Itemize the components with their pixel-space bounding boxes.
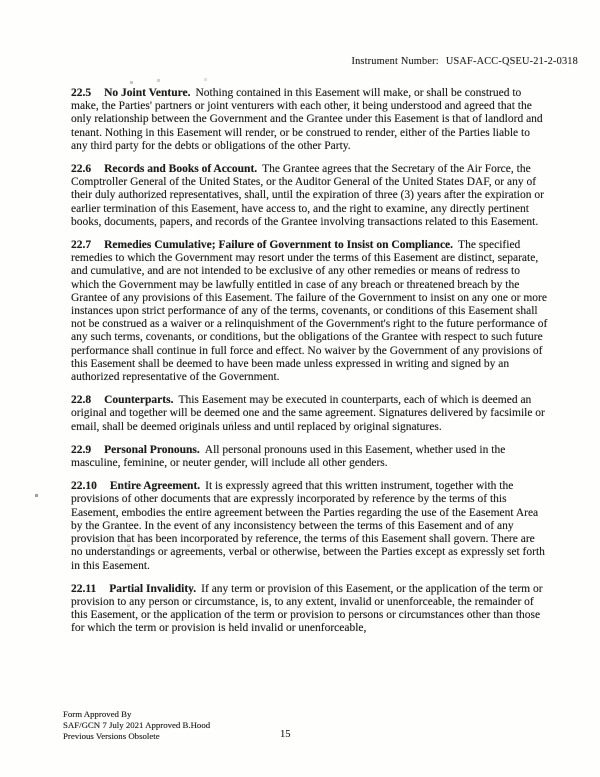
document-body [71,87,548,646]
section-title: Counterparts. [104,394,174,407]
instrument-number-value: USAF-ACC-QSEU-21-2-0318 [445,56,578,67]
page-number: 15 [280,729,291,740]
section-number: 22.5 [71,87,92,99]
section-title: Partial Invalidity. [109,582,197,595]
section-number: 22.8 [71,394,92,407]
footer-line-previous-versions: Previous Versions Obsolete [63,730,160,741]
section-title: Remedies Cumulative; Failure of Government to Insist on Compliance. [104,239,454,252]
section-number: 22.7 [71,239,92,252]
section-body: All personal pronouns used in this Easement, whether used in the masculine, feminine, or neuter gender, will include all other genders. [71,443,506,470]
section-number: 22.6 [71,163,92,176]
section-22-5 [71,87,548,153]
section-number: 22.11 [71,582,97,595]
form-approval-footer [63,709,210,741]
footer-line-form-approved: Form Approved By [63,709,132,719]
scan-noise-artifacts [0,0,1,1]
section-body: The Grantee agrees that the Secretary of the Air Force, the Comptroller General of the United States, or the Auditor General of the United States DAF, or any of their duly authorized representatives, shall, until the expiration of three (3) years after the expiration or earlier termination of this Easement, have access to, and the right to examine, any directly pertinent books, documents, papers, and records of the Grantee involving transactions related to this Easement. [71,163,544,228]
instrument-number-header [0,56,578,67]
section-title: Records and Books of Account. [104,163,258,176]
section-22-7 [71,239,548,384]
section-22-6 [71,163,548,229]
section-22-11 [71,583,548,636]
section-number: 22.10 [71,480,97,493]
section-body: If any term or provision of this Easement, or the application of the term or provision to any person or circumstance, is, to any extent, invalid or unenforceable, the remainder of this Easement, or the application of the term or provision to persons or circumstances other than those for which the term or provision is held invalid or unenforceable, [71,582,543,635]
section-body: Nothing contained in this Easement will make, or shall be construed to make, the Parties' partners or joint venturers with each other, it being understood and agreed that the only relationship between the Government and the Grantee under this Easement is that of landlord and tenant. Nothing in this Easement will render, or be construed to render, either of the Parties liable to any third party for the debts or obligations of the other Party. [71,87,543,152]
section-body: The specified remedies to which the Government may resort under the terms of this Easement are distinct, separate, and cumulative, and are not intended to be exclusive of any other remedies or means of redress to which the Government may be lawfully entitled in case of any breach or threatened breach by the Grantee of any provisions of this Easement. The failure of the Government to insist on any one or more instances upon strict performance of any of the terms, covenants, or conditions of this Easement shall not be construed as a waiver or a relinquishment of the Government's right to the future performance of any such terms, covenants, or conditions, but the obligations of the Grantee with respect to such future performance shall continue in full force and effect. No waiver by the Government of any provisions of this Easement shall be deemed to have been made unless expressed in writing and signed by an authorized representative of the Government. [71,239,548,384]
section-title: Entire Agreement. [109,480,201,493]
section-number: 22.9 [71,443,92,456]
section-title: No Joint Venture. [104,87,191,99]
section-body: It is expressly agreed that this written instrument, together with the provisions of other documents that are expressly incorporated by reference by the terms of this Easement, embodies the entire agreement between the Parties regarding the use of the Easement Area by the Grantee. In the event of any inconsistency between the terms of this Easement and of any provision that has been incorporated by reference, the terms of this Easement shall govern. There are no understandings or agreements, verbal or otherwise, between the Parties except as expressly set forth in this Easement. [71,480,545,572]
section-22-10 [71,480,548,572]
section-title: Personal Pronouns. [104,443,200,456]
instrument-number-label: Instrument Number: [351,56,439,67]
footer-line-saf-gcn: SAF/GCN 7 July 2021 Approved B.Hood [63,719,211,730]
section-body: This Easement may be executed in counterparts, each of which is deemed an original and together will be deemed one and the same agreement. Signatures delivered by facsimile or email, shall be deemed originals unless and until replaced by original signatures. [71,394,545,433]
section-22-9 [71,444,548,470]
section-22-8 [71,394,548,434]
